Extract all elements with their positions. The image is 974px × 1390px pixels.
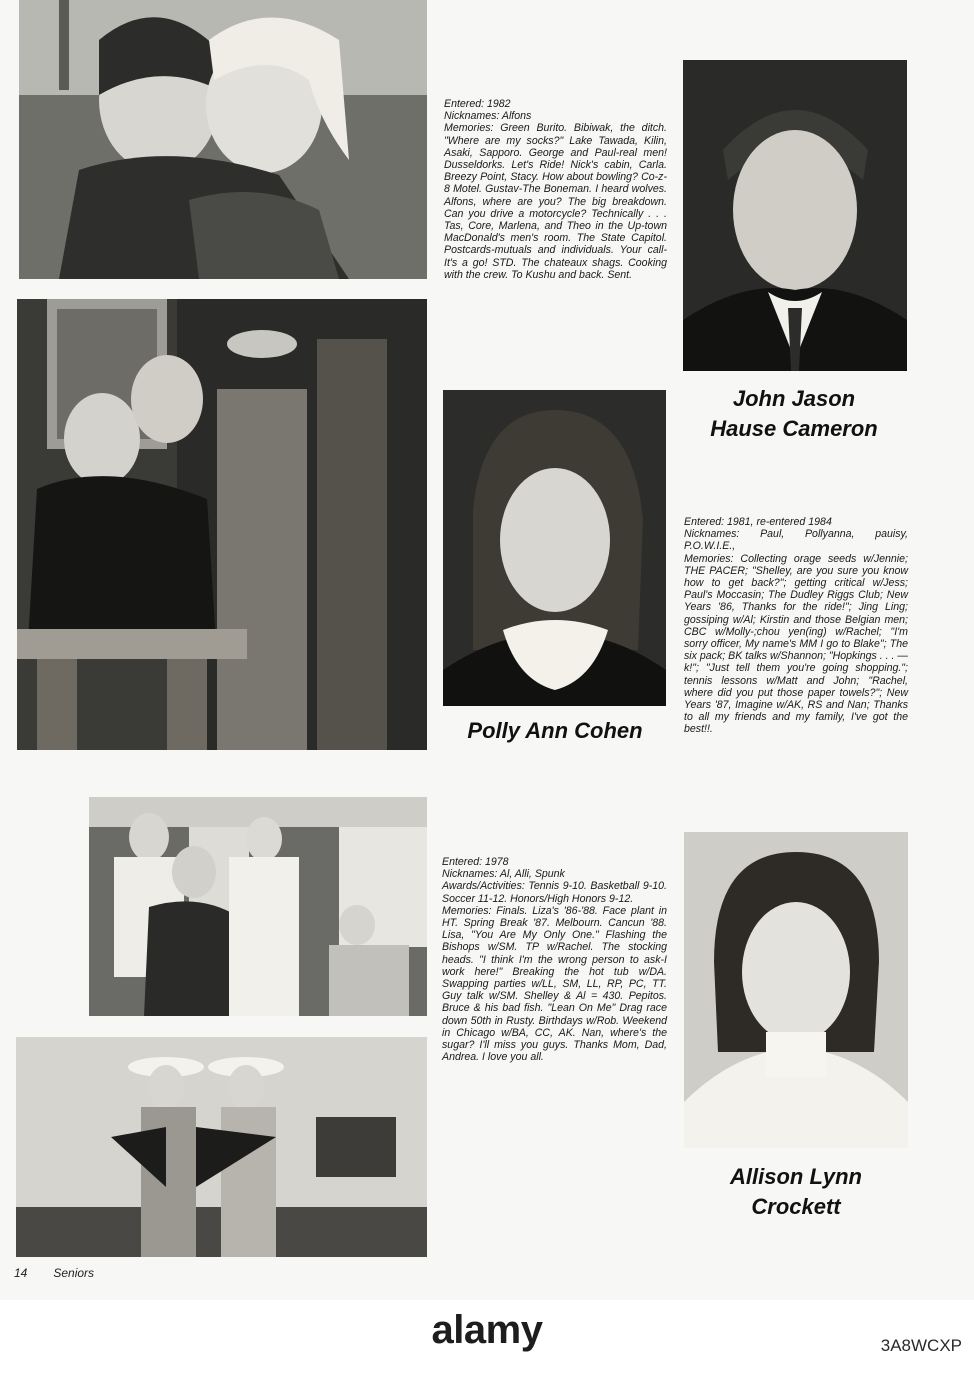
- candid-photo-fans: [16, 1037, 427, 1257]
- name-line-1: John Jason: [732, 386, 856, 411]
- senior-bio-cohen: [684, 516, 908, 736]
- candid-photo-cabin: [17, 299, 427, 750]
- page-footer: [14, 1266, 120, 1280]
- portrait-photo-crockett: [684, 832, 908, 1148]
- portrait-photo-cohen: [443, 390, 666, 706]
- senior-bio-crockett: [442, 856, 667, 1063]
- section-label: Seniors: [53, 1266, 95, 1280]
- candid-photo-group: [89, 797, 427, 1016]
- entered-text: Entered: 1978: [442, 856, 509, 868]
- senior-name-cameron: [664, 384, 924, 444]
- senior-name-cohen: [430, 716, 680, 746]
- candid-photo-hug: [19, 0, 427, 279]
- name-line-1: Allison Lynn: [730, 1164, 862, 1189]
- name-line-2: Hause Cameron: [710, 416, 878, 441]
- entered-text: Entered: 1982: [444, 98, 511, 110]
- nicknames-text: Nicknames: Paul, Pollyanna, pauisy, P.O.W.I.E.,: [684, 528, 908, 553]
- watermark-logo: alamy: [431, 1308, 543, 1352]
- entered-text: Entered: 1981, re-entered 1984: [684, 516, 832, 528]
- memories-text: Memories: Finals. Liza's '86-'88. Face plant in HT. Spring Break '87. Melbourn. Cancun '88. Lisa, "You Are My Only One." Flashing the Bishops w/SM. TP w/Rachel. The stocking heads. "I think I'm the wrong person to ask-I work here!" Breaking the hot tub w/DA. Swapping parties w/LL, SM, LL, RP, PC, TT. Guy talk w/SM. Shelley & Al = 430. Pepitos. Bruce & his bad fish. "Lean On Me" Drag race down 50th in Rusty. Birthdays w/Rob. Weekend in Chicago w/BA, CC, AK. Nan, where's the sugar? I'll miss you guys. Thanks Mom, Dad, Andrea. I love you all.: [442, 904, 667, 1064]
- awards-text: Awards/Activities: Tennis 9-10. Basketball 9-10. Soccer 11-12. Honors/High Honors 9-12.: [442, 880, 667, 905]
- name-line-2: Crockett: [751, 1194, 841, 1219]
- name-line: Polly Ann Cohen: [467, 718, 643, 743]
- nicknames-text: Nicknames: Alfons: [444, 110, 532, 123]
- watermark-image-id: 3A8WCXP: [880, 1336, 962, 1355]
- nicknames-text: Nicknames: Al, Alli, Spunk: [442, 868, 565, 881]
- senior-name-crockett: [666, 1162, 926, 1222]
- portrait-photo-cameron: [683, 60, 907, 371]
- page-number: 14: [14, 1266, 28, 1280]
- memories-text: Memories: Green Burito. Bibiwak, the ditch. "Where are my socks?" Lake Tawada, Kilin, Asaki, Sapporo. George and Paul-real men! Dusseldorks. Let's Ride! Nick's cabin, Carla. Breezy Point, Stacy. How about bowling? Co-z-8 Motel. Gustav-The Boneman. I heard wolves. Alfons, where are you? The big breakdown. Can you drive a motorcycle? Technically . . . Tas, Core, Marlena, and Theo in the Up-town MacDonald's men's room. The State Capitol. Postcards-mutuals and individuals. Your call-It's a go! STD. The chateaux shags. Cooking with the crew. To Kushu and back. Sent.: [444, 122, 667, 281]
- memories-text: Memories: Collecting orage seeds w/Jennie; THE PACER; "Shelley, are you sure you know how to get back?"; getting critical w/Jess; Paul's Moccasin; The Dudley Riggs Club; New Years '86, Thanks for the ride!"; Jing Ling; gossiping w/Al; Kirstin and those Belgian men; CBC w/Molly-;chou yen(ing) w/Rachel; "I'm sorry officer, My name's MM I go to Blake"; The six pack; BK talks w/Shannon; "Hopkings . . . — k!"; "Just tell them you're going shopping."; tennis lessons w/Matt and John; "Rachel, where did you put those paper towels?"; New Years '87, Imagine w/AK, RS and Nan; Thanks to all my friends and my family, I've got the best!!.: [684, 552, 908, 736]
- senior-bio-cameron: [444, 98, 667, 281]
